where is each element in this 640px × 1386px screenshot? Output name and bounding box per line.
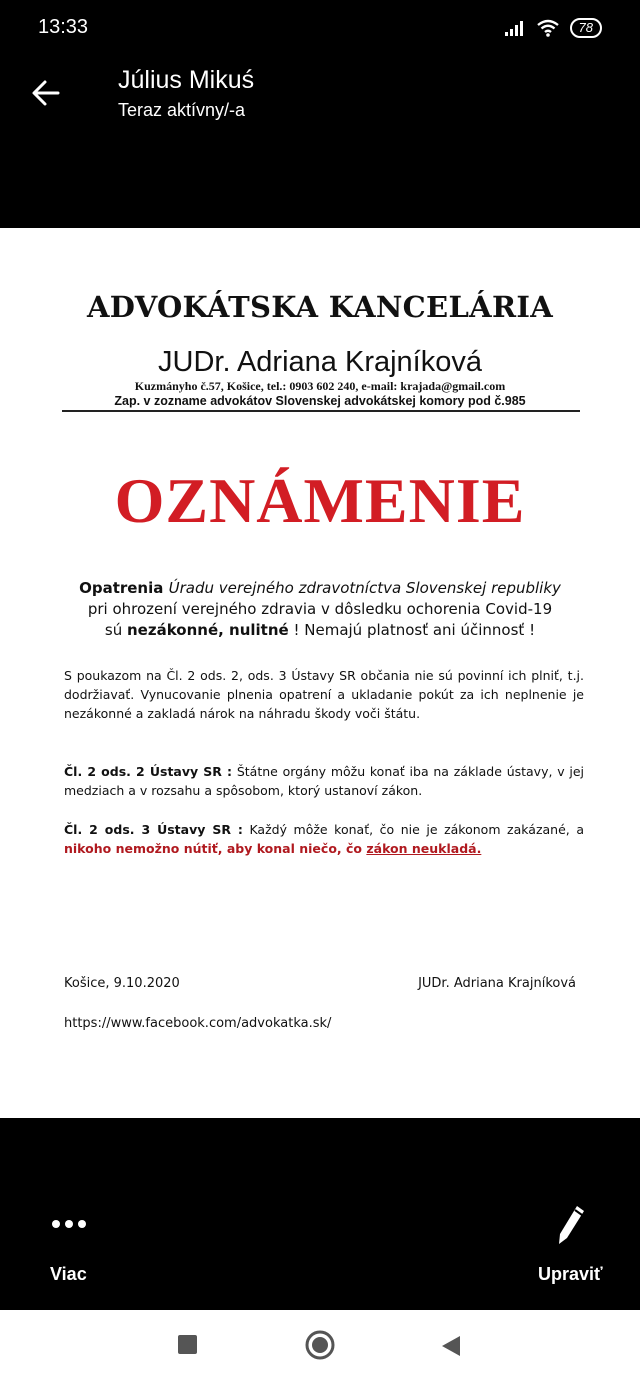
place-date: Košice, 9.10.2020: [64, 976, 180, 991]
intro-line-3a: sú: [104, 621, 127, 639]
intro-bold: Opatrenia: [79, 579, 169, 597]
paragraph-1: S poukazom na Čl. 2 ods. 2, ods. 3 Ústavy SR občania nie sú povinní ich plniť, t.j. dodržiavať. Vynucovanie plnenia opatrení a ukladanie pokút za ich neplnenie je nezákonné a zakladá nárok na náhradu škody voči štátu.: [64, 668, 584, 721]
bottom-action-bar: [0, 1128, 640, 1310]
back-arrow-icon[interactable]: [30, 78, 62, 108]
registration-line: Zap. v zozname advokátov Slovenskej advokátskej komory pod č.985: [114, 394, 526, 408]
home-circle-icon[interactable]: [304, 1329, 336, 1361]
signature: JUDr. Adriana Krajníková: [418, 976, 576, 991]
paragraph-3-label: Čl. 2 ods. 3 Ústavy SR :: [64, 822, 243, 837]
wifi-icon: [536, 19, 560, 37]
firm-address: Kuzmányho č.57, Košice, tel.: 0903 602 240, e-mail: krajada@gmail.com: [134, 379, 506, 393]
edit-button[interactable]: Upraviť: [538, 1264, 603, 1284]
lawyer-name: JUDr. Adriana Krajníková: [158, 346, 482, 378]
paragraph-3: [64, 820, 584, 858]
intro-paragraph: [0, 578, 640, 641]
status-icons: [504, 18, 602, 38]
more-icon[interactable]: [52, 1220, 86, 1228]
paragraph-3-text: Každý môže konať, čo nie je zákonom zakázané, a: [242, 822, 584, 837]
intro-line-2: pri ohrození verejného zdravia v dôsledku ochorenia Covid-19: [87, 600, 553, 618]
paragraph-3-red: nikoho nemožno nútiť, aby konal niečo, čo: [64, 841, 367, 856]
paragraph-2-label: Čl. 2 ods. 2 Ústavy SR :: [64, 764, 233, 779]
paragraph-2-text: Štátne orgány môžu konať iba na základe ústavy, v jej medziach a v rozsahu a spôsobom, ktorý ustanoví zákon.: [64, 764, 584, 798]
signal-icon: [504, 20, 526, 36]
intro-line-3b: nezákonné, nulitné: [127, 621, 289, 639]
announcement-headline: OZNÁMENIE: [114, 465, 526, 536]
firm-title: ADVOKÁTSKA KANCELÁRIA: [86, 290, 554, 324]
intro-line-3c: ! Nemajú platnosť ani účinnosť !: [288, 621, 536, 639]
paragraph-2: [64, 762, 584, 800]
status-time: 13:33: [38, 16, 89, 38]
paragraph-3-red-underline: zákon neukladá.: [366, 841, 482, 856]
document-image: [0, 228, 640, 1118]
contact-name[interactable]: Július Mikuś: [118, 66, 255, 94]
more-button[interactable]: Viac: [50, 1264, 87, 1284]
status-bar: [0, 0, 640, 56]
battery-indicator: 78: [570, 18, 602, 38]
intro-italic: Úradu verejného zdravotníctva Slovenskej republiky: [168, 579, 561, 597]
system-nav-bar: [0, 1310, 640, 1386]
facebook-url: https://www.facebook.com/advokatka.sk/: [64, 1016, 332, 1031]
chat-header: [0, 56, 640, 228]
recents-square-icon[interactable]: [177, 1334, 199, 1356]
back-triangle-icon[interactable]: [440, 1334, 462, 1358]
contact-status: Teraz aktívny/-a: [118, 100, 246, 120]
header-divider: [62, 410, 580, 412]
pencil-icon[interactable]: [556, 1204, 586, 1246]
